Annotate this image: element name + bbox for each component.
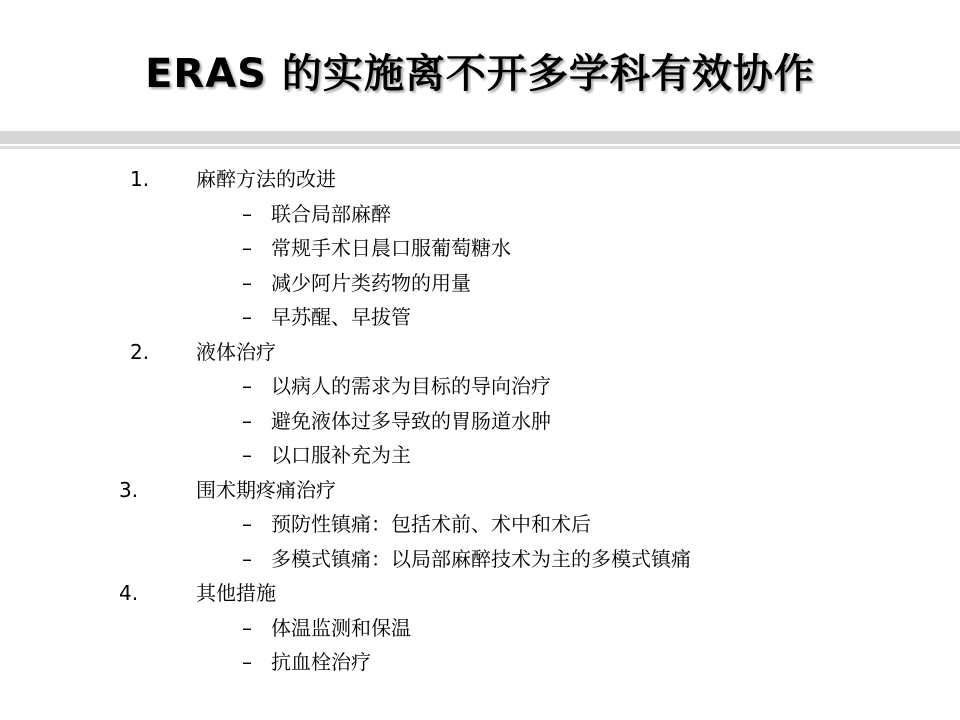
section-label: 其他措施: [196, 581, 276, 605]
bullet-dash: –: [242, 236, 252, 260]
list-item: [0, 266, 960, 301]
list-item: [0, 231, 960, 266]
list-item-text: 以病人的需求为目标的导向治疗: [271, 374, 551, 398]
list-item: [0, 369, 960, 404]
section-label: 液体治疗: [196, 339, 276, 364]
list-item: [0, 300, 960, 335]
list-item-text: 多模式镇痛：以局部麻醉技术为主的多模式镇痛: [271, 546, 691, 571]
list-item: [0, 645, 960, 680]
list-item: [0, 197, 960, 232]
outline-section-3: [0, 473, 960, 508]
outline-section-4: [0, 576, 960, 611]
list-item: [0, 611, 960, 646]
list-item-text: 避免液体过多导致的胃肠道水肿: [271, 408, 551, 433]
list-item-text: 减少阿片类药物的用量: [271, 270, 471, 295]
outline-section-1: [0, 162, 960, 197]
bullet-dash: –: [242, 270, 252, 295]
list-item-text: 常规手术日晨口服葡萄糖水: [271, 236, 511, 260]
list-item: [0, 507, 960, 542]
bullet-dash: –: [242, 512, 252, 536]
list-item-text: 早苏醒、早拔管: [271, 305, 411, 329]
bullet-dash: –: [242, 546, 252, 571]
outline-section-2: [0, 335, 960, 370]
section-number: 4.: [119, 581, 139, 605]
slide-title: ERAS 的实施离不开多学科有效协作: [145, 51, 815, 97]
list-item: [0, 438, 960, 473]
section-label: 围术期疼痛治疗: [196, 477, 336, 502]
outline-list: [0, 162, 960, 680]
list-item-text: 预防性镇痛：包括术前、术中和术后: [271, 512, 591, 536]
section-number: 1.: [130, 167, 150, 191]
list-item-text: 联合局部麻醉: [271, 201, 391, 226]
list-item-text: 体温监测和保温: [271, 615, 411, 640]
bullet-dash: –: [242, 443, 252, 467]
section-number: 3.: [119, 477, 139, 502]
list-item: [0, 404, 960, 439]
list-item: [0, 542, 960, 577]
title-divider-thick: [0, 131, 960, 144]
title-divider-thin: [0, 146, 960, 149]
bullet-dash: –: [242, 650, 252, 674]
bullet-dash: –: [242, 615, 252, 640]
bullet-dash: –: [242, 305, 252, 329]
bullet-dash: –: [242, 408, 252, 433]
list-item-text: 以口服补充为主: [271, 443, 411, 467]
section-label: 麻醉方法的改进: [196, 167, 336, 191]
section-number: 2.: [130, 339, 150, 364]
bullet-dash: –: [242, 201, 252, 226]
bullet-dash: –: [242, 374, 252, 398]
list-item-text: 抗血栓治疗: [271, 650, 371, 674]
